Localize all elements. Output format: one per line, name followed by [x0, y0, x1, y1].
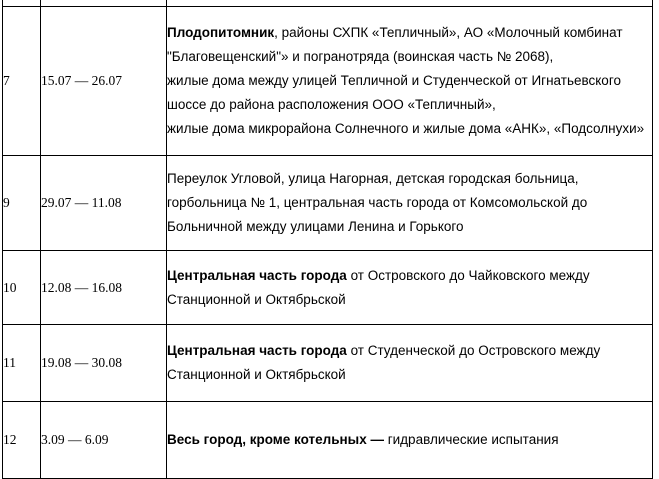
description-text: от Островского до Чайковского между: [346, 267, 590, 283]
schedule-table: [2, 0, 653, 479]
description-line: [167, 363, 652, 387]
row-description: [167, 156, 653, 251]
table-row: [3, 402, 653, 479]
row-number: 9: [3, 156, 41, 251]
table-row: [3, 325, 653, 402]
description-text: жилые дома микрорайона Солнечного и жилые дома «АНК», «Подсолнухи»: [167, 121, 645, 136]
description-text: от Студенческой до Островского между: [346, 343, 601, 358]
description-text: жилые дома между улицей Тепличной и Студенческой от Игнатьевского: [167, 73, 621, 88]
description-text: шоссе до района расположения ООО «Тепличный»,: [167, 97, 496, 112]
description-line: [167, 428, 652, 452]
description-line: [167, 215, 652, 239]
table-row: [3, 251, 653, 325]
description-bold: Весь город, кроме котельных —: [167, 432, 384, 447]
description-line: [167, 191, 652, 215]
row-description: [167, 251, 653, 325]
row-number: 12: [3, 402, 41, 479]
description-line: [167, 288, 652, 312]
description-line: [167, 69, 652, 93]
description-line: [167, 21, 652, 45]
row-number: 10: [3, 251, 41, 325]
description-text: Переулок Угловой, улица Нагорная, детская городская больница,: [167, 171, 579, 186]
row-number: 7: [3, 7, 41, 156]
description-bold: Центральная часть города: [167, 343, 347, 358]
row-dates: 12.08 — 16.08: [41, 251, 167, 325]
description-line: [167, 264, 652, 288]
description-text: Больничной между улицами Ленина и Горького: [167, 219, 464, 234]
description-line: [167, 339, 652, 363]
description-line: [167, 117, 652, 141]
row-dates: 29.07 — 11.08: [41, 156, 167, 251]
description-text: , районы СХПК «Тепличный», АО «Молочный комбинат: [274, 25, 623, 40]
table-row: [3, 156, 653, 251]
row-dates: 19.08 — 30.08: [41, 325, 167, 402]
description-text: Станционной и Октябрьской: [167, 367, 346, 382]
row-dates: 3.09 — 6.09: [41, 402, 167, 479]
description-bold: Плодопитомник: [167, 25, 275, 40]
description-text: гидравлические испытания: [383, 432, 559, 447]
description-text: Станционной и Октябрьской: [167, 291, 346, 307]
description-line: [167, 167, 652, 191]
table-row: [3, 7, 653, 156]
row-description: [167, 325, 653, 402]
description-line: [167, 93, 652, 117]
description-text: горбольница № 1, центральная часть города от Комсомольской до: [167, 195, 588, 210]
row-dates: 15.07 — 26.07: [41, 7, 167, 156]
row-number: 11: [3, 325, 41, 402]
description-bold: Центральная часть города: [167, 267, 347, 283]
description-line: [167, 45, 652, 69]
row-description: [167, 7, 653, 156]
row-description: [167, 402, 653, 479]
description-text: "Благовещенский"» и погранотряда (воинская часть № 2068),: [167, 49, 554, 64]
